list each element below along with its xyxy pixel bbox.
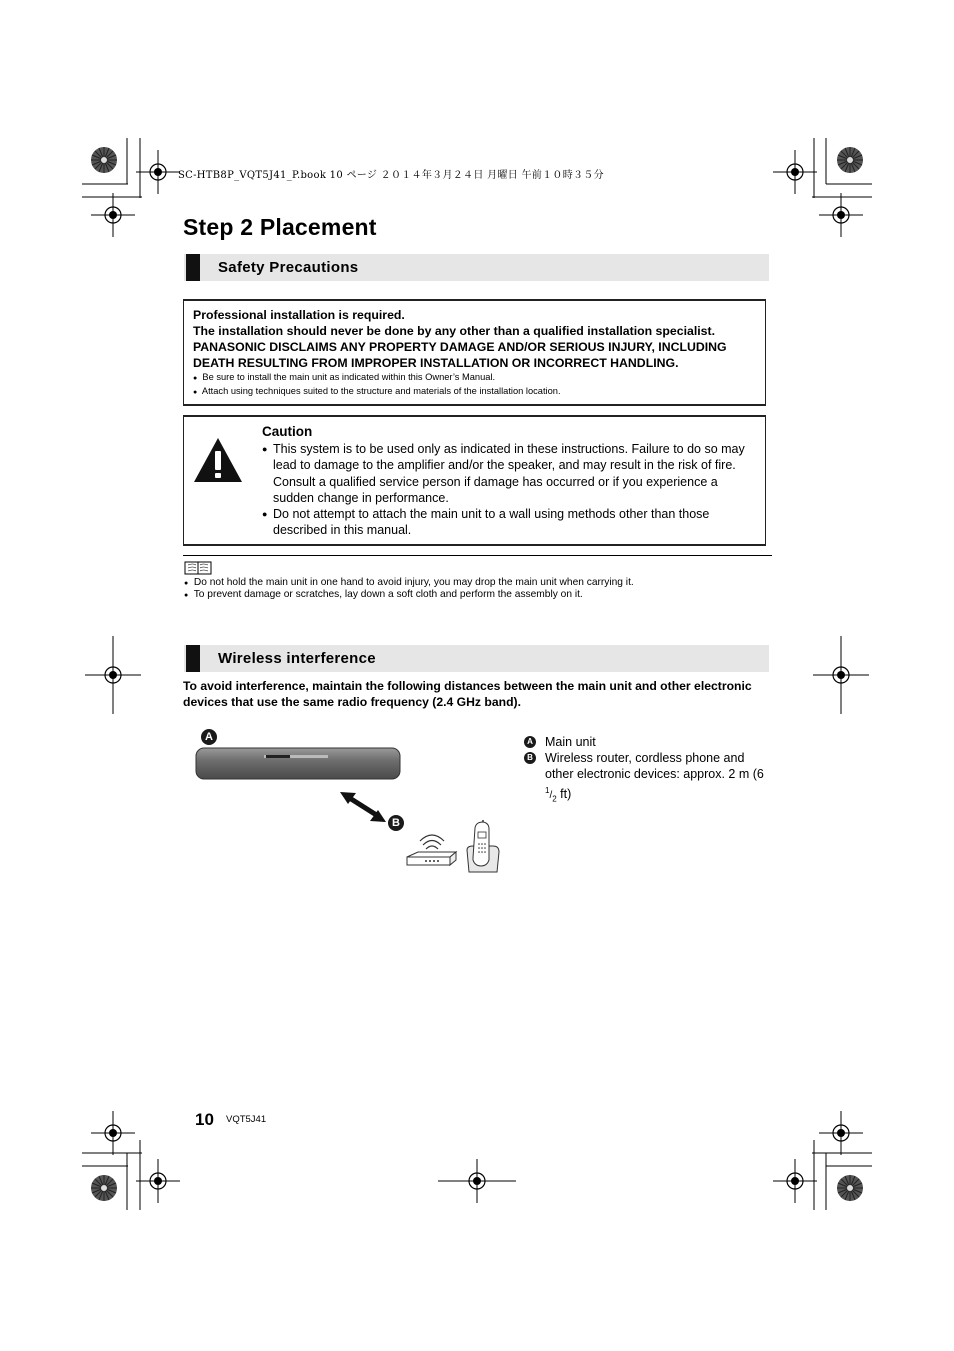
legend-b-text: Wireless router, cordless phone and other electronic devices: approx. 2 m (6 $^1/_2$ ft) — [545, 751, 764, 804]
legend-a-text: Main unit — [545, 735, 596, 749]
section-marker — [186, 645, 200, 672]
document-code: VQT5J41 — [226, 1114, 267, 1125]
page-title: Step 2 Placement — [183, 214, 377, 240]
legend-b-badge: B — [524, 752, 536, 764]
label-a-badge: A — [201, 729, 217, 745]
caution-box — [183, 415, 766, 546]
list-item: ● Do not hold the main unit in one hand to avoid injury, you may drop the main unit when carrying it. — [184, 577, 634, 588]
label-b-badge: B — [388, 815, 404, 831]
book-file-header: SC-HTB8P_VQT5J41_P.book 10 ページ ２０１４年３月２４日 月曜日 午前１０時３５分 — [178, 170, 604, 181]
router-icon — [404, 827, 460, 869]
double-arrow-icon — [338, 790, 388, 824]
installation-warning-text: Professional installation is required. The installation should never be done by any other than a qualified installation specialist. PANASONIC DISCLAIMS ANY PROPERTY DAMAGE AND/OR SERIOUS INJURY, INCLUDING DEATH RESULTING FROM IMPROPER INSTALLATION OR INCORRECT HANDLING. — [193, 308, 727, 370]
section-heading-wireless — [184, 645, 769, 672]
section-heading-safety — [184, 254, 769, 281]
legend-a-badge: A — [524, 736, 536, 748]
section-heading-label: Safety Precautions — [218, 259, 359, 276]
list-item: ● Attach using techniques suited to the structure and materials of the installation location. — [193, 386, 561, 396]
list-item: ● Be sure to install the main unit as indicated within this Owner’s Manual. — [193, 372, 496, 382]
list-item: ● Do not attempt to attach the main unit to a wall using methods other than those described in this manual. — [262, 507, 710, 538]
page-number: 10 — [195, 1110, 214, 1129]
list-item: ● To prevent damage or scratches, lay down a soft cloth and perform the assembly on it. — [184, 589, 583, 600]
section-marker — [186, 254, 200, 281]
divider — [183, 555, 772, 556]
installation-warning-box — [183, 299, 766, 406]
warning-triangle-icon — [192, 436, 244, 484]
list-item: ● This system is to be used only as indicated in these instructions. Failure to do so may lead to damage to the amplifier and/or the speaker, and may result in the risk of fire. Consult a qualified service person if damage has occurred or if you experience a sudden change in performance. — [262, 442, 745, 506]
note-book-icon — [184, 561, 212, 575]
main-unit-illustration — [194, 746, 404, 782]
cordless-phone-icon — [463, 820, 503, 874]
section-heading-label: Wireless interference — [218, 650, 376, 667]
caution-title: Caution — [262, 424, 313, 439]
wireless-intro-text: To avoid interference, maintain the following distances between the main unit and other electronic devices that use the same radio frequency (2.4 GHz band). — [183, 679, 752, 709]
